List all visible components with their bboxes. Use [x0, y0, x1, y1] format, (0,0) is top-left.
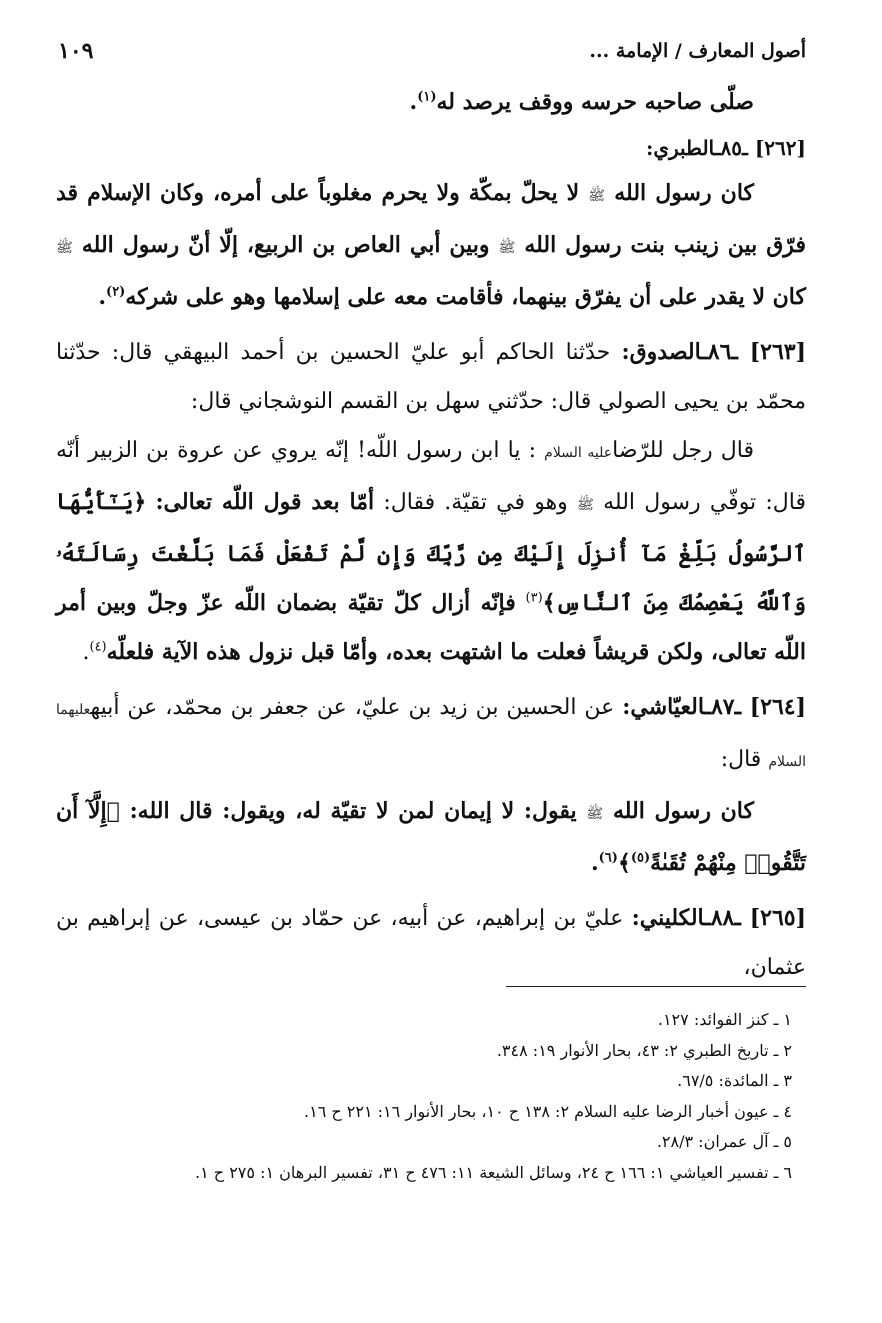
hadith-source: العيّاشي: [622, 694, 705, 720]
isnad-chain: عليّ بن إبراهيم، عن أبيه، عن حمّاد بن عيسى، عن إبراهيم بن عثمان، [56, 906, 806, 980]
footnote-1: ١ ـ كنز الفوائد: ١٢٧. [657, 1010, 792, 1029]
footnote-ref[interactable]: (١) [417, 89, 437, 105]
footnote-4: ٤ ـ عيون أخبار الرضا عليه السلام ٢: ١٣٨ ح ١٠، بحار الأنوار ١٦: ٢٢١ ح ١٦. [304, 1101, 792, 1121]
quran-verse: ﴿إِلَّآ أَن تَتَّقُوا۟ مِنْهُمْ تُقَىٰةً [56, 798, 806, 876]
footnote-separator [506, 986, 806, 987]
hadith-text-263: قال رجل للرّضاعليه السلام : يا ابن رسول اللّه! إنّه يروي عن عروة بن الزبير أنّه قال: توفّي رسول الله ﷺ وهو في تقيّة. فقال: أمّا بعد قول اللّه تعالى: ﴿يَـٰٓأَيُّهَا ٱلرَّسُولُ بَلِّغْ مَآ أُنزِلَ إِلَيْكَ مِن رَّبِّكَ وَإِن لَّمْ تَفْعَلْ فَمَا بَلَّغْتَ رِسَالَتَهُۥ وَٱللَّهُ يَعْصِمُكَ مِنَ ٱلنَّاسِ﴾$^{(٣)}$ فإنّه أزال كلّ تقيّة بضمان اللّه عزّ وجلّ وبين أمر اللّه تعالى، ولكن قريشاً فعلت ما اشتهت بعده، وأمّا قبل نزول هذه الآية فلعلّه$^{(٤)}$. [56, 438, 807, 665]
hadith-number: [٢٦٤] ـ٨٧ـ [704, 694, 806, 720]
salawat-seal-icon: ﷺ [586, 806, 604, 822]
salawat-seal-icon: ﷺ [56, 240, 73, 256]
hadith-number: [٢٦٥] ـ٨٨ـ [704, 905, 807, 931]
footnotes [100, 1005, 792, 1188]
footnote-5: ٥ ـ آل عمران: ٢٨/٣. [656, 1132, 792, 1151]
hadith-text-264: كان رسول الله ﷺ يقول: لا إيمان لمن لا تقيّة له، ويقول: قال الله: ﴿إِلَّآ أَن تَتَّقُوا۟ مِنْهُمْ تُقَىٰةً$^{(٥)}$﴾$^{(٦)}$. [56, 798, 806, 876]
footnote-ref[interactable]: (٣) [525, 590, 543, 606]
alayhi-salam-seal-icon: عليه السلام [544, 445, 613, 461]
hadith-heading-262 [56, 127, 806, 169]
hadith-source: الكليني: [631, 905, 705, 931]
hadith-text-262: كان رسول الله ﷺ لا يحلّ بمكّة ولا يحرم مغلوباً على أمره، وكان الإسلام قد فرّق بين زينب بنت رسول الله ﷺ وبين أبي العاص بن الربيع، إلّا أنّ رسول الله ﷺ كان لا يقدر على أن يفرّق بينهما، فأقامت معه على إسلامها وهو على شركه$^{(٢)}$. [56, 180, 806, 310]
quran-verse: ﴿يَـٰٓأَيُّهَا ٱلرَّسُولُ بَلِّغْ مَآ أُنزِلَ إِلَيْكَ مِن رَّبِّكَ وَإِن لَّمْ تَفْعَلْ فَمَا بَلَّغْتَ رِسَالَتَهُۥ وَٱللَّهُ يَعْصِمُكَ مِنَ ٱلنَّاسِ﴾ [56, 489, 807, 616]
hadith-number: [٢٦٢] ـ٨٥ـ [714, 136, 806, 160]
hadith-source: الصدوق: [621, 339, 702, 365]
footnote-ref[interactable]: (٥) [630, 850, 651, 866]
hadith-heading-265 [56, 894, 806, 992]
footnote-ref[interactable]: (٦) [598, 850, 618, 866]
salawat-seal-icon: ﷺ [577, 497, 594, 513]
alayhima-salam-seal-icon: عليهما السلام [56, 702, 806, 770]
isnad-chain: حدّثنا الحاكم أبو عليّ الحسين بن أحمد البيهقي قال: حدّثنا محمّد بن يحيى الصولي قال: حدّثني سهل بن القسم النوشجاني قال: [56, 340, 806, 414]
hadith-heading-264: [٢٦٤] ـ٨٧ـالعيّاشي: عن الحسين بن زيد بن عليّ، عن جعفر بن محمّد، عن أبيهعليهما السلام قال: [56, 694, 806, 772]
footnote-3: ٣ ـ المائدة: ٦٧/٥. [677, 1071, 792, 1090]
continuation-line: صلّى صاحبه حرسه ووقف يرصد له$^{(١)}$. [409, 89, 754, 115]
salawat-seal-icon: ﷺ [498, 240, 516, 256]
running-title: أصول المعارف / الإمامة ... [589, 40, 806, 62]
footnote-ref[interactable]: (٢) [106, 284, 126, 300]
footnote-ref[interactable]: (٤) [89, 639, 107, 655]
salawat-seal-icon: ﷺ [588, 188, 606, 204]
footnote-2: ٢ ـ تاريخ الطبري ٢: ٤٣، بحار الأنوار ١٩: ٣٤٨. [496, 1040, 792, 1060]
hadith-number: [٢٦٣] ـ٨٦ـ [701, 339, 806, 365]
main-text [56, 78, 806, 992]
hadith-source: الطبري: [645, 136, 715, 160]
hadith-heading-263 [56, 328, 806, 426]
running-header [58, 40, 806, 70]
page-number: ١٠٩ [58, 38, 94, 64]
footnote-6: ٦ ـ تفسير العياشي ١: ١٦٦ ح ٢٤، وسائل الشيعة ١١: ٤٧٦ ح ٣١، تفسير البرهان ١: ٢٧٥ ح ١. [195, 1162, 792, 1182]
